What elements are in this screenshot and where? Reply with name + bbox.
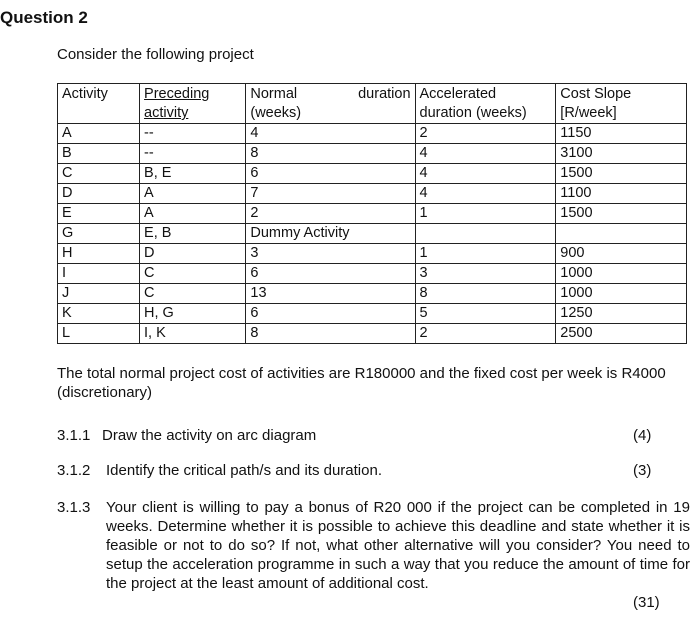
table-row	[58, 144, 687, 164]
cell-activity: L	[58, 324, 140, 344]
cost-paragraph: The total normal project cost of activities are R180000 and the fixed cost per week is R4000 (discretionary)	[57, 365, 666, 401]
cell-normal: 4	[246, 124, 415, 144]
table-row	[58, 264, 687, 284]
header-normal-duration	[246, 84, 415, 124]
table-row	[58, 164, 687, 184]
item-marks: (4)	[633, 427, 652, 444]
header-activity: Activity	[58, 84, 140, 124]
table-row-dummy	[58, 224, 687, 244]
cell-cost: 1100	[556, 184, 687, 204]
cell-preceding: C	[140, 264, 246, 284]
item-number: 3.1.2	[57, 462, 91, 479]
cell-preceding: E, B	[140, 224, 246, 244]
project-table	[57, 83, 687, 344]
cell-accelerated: 1	[415, 204, 556, 224]
item-text: Identify the critical path/s and its duration.	[106, 462, 382, 479]
table-row	[58, 204, 687, 224]
cell-normal: 2	[246, 204, 415, 224]
cell-cost: 1500	[556, 164, 687, 184]
cell-preceding: --	[140, 144, 246, 164]
cell-cost: 1000	[556, 284, 687, 304]
item-marks: (3)	[633, 462, 652, 479]
header-normal-line1	[250, 85, 410, 104]
table-row	[58, 124, 687, 144]
header-preceding-label: Preceding activity	[144, 86, 210, 121]
item-marks: (31)	[633, 594, 660, 611]
cell-accelerated: 3	[415, 264, 556, 284]
cell-preceding: B, E	[140, 164, 246, 184]
table-row	[58, 304, 687, 324]
cell-accelerated: 4	[415, 184, 556, 204]
cell-normal: 6	[246, 304, 415, 324]
cell-activity: I	[58, 264, 140, 284]
cell-preceding: H, G	[140, 304, 246, 324]
table-row	[58, 184, 687, 204]
cell-normal: 7	[246, 184, 415, 204]
cell-accelerated: 4	[415, 164, 556, 184]
cell-activity: J	[58, 284, 140, 304]
cell-normal: 13	[246, 284, 415, 304]
item-text: Draw the activity on arc diagram	[102, 427, 317, 444]
cell-activity: C	[58, 164, 140, 184]
header-normal-left: Normal	[250, 86, 298, 102]
header-cost-line2: [R/week]	[560, 105, 617, 121]
cell-accelerated	[415, 224, 556, 244]
cell-accelerated: 8	[415, 284, 556, 304]
cell-activity: A	[58, 124, 140, 144]
cell-accelerated: 4	[415, 144, 556, 164]
cell-normal: 8	[246, 324, 415, 344]
cell-preceding: C	[140, 284, 246, 304]
cell-normal: 3	[246, 244, 415, 264]
cell-activity: K	[58, 304, 140, 324]
cell-preceding: I, K	[140, 324, 246, 344]
cell-preceding: A	[140, 204, 246, 224]
cell-accelerated: 5	[415, 304, 556, 324]
cell-normal: 6	[246, 164, 415, 184]
cell-accelerated: 2	[415, 324, 556, 344]
intro-text: Consider the following project	[57, 46, 254, 63]
cell-preceding: A	[140, 184, 246, 204]
question-title: Question 2	[0, 8, 88, 27]
header-normal-line2: (weeks)	[250, 105, 302, 121]
item-text: Your client is willing to pay a bonus of R20 000 if the project can be completed in 19 weeks. Determine whether it is possible to achieve this deadline and state whether it is feasible or not to do so? If not, what other alternative will you consider? You need to setup the acceleration programme in such a way that you reduce the amount of time for the project at the least amount of additional cost.	[106, 499, 690, 592]
header-preceding	[140, 84, 246, 124]
cell-preceding: --	[140, 124, 246, 144]
header-accelerated-line1: Accelerated	[419, 86, 497, 102]
cell-cost	[556, 224, 687, 244]
cell-cost: 1250	[556, 304, 687, 324]
item-number: 3.1.3	[57, 499, 91, 516]
header-accelerated	[415, 84, 556, 124]
cell-activity: G	[58, 224, 140, 244]
cell-cost: 1500	[556, 204, 687, 224]
cell-cost: 2500	[556, 324, 687, 344]
cell-accelerated: 2	[415, 124, 556, 144]
cell-normal: Dummy Activity	[246, 224, 415, 244]
cell-activity: D	[58, 184, 140, 204]
cell-activity: B	[58, 144, 140, 164]
cell-activity: H	[58, 244, 140, 264]
header-cost-line1: Cost Slope	[560, 86, 632, 102]
table-header-row	[58, 84, 687, 124]
item-number: 3.1.1	[57, 427, 91, 444]
header-normal-right: duration	[358, 86, 411, 102]
header-accelerated-line2: duration (weeks)	[419, 105, 527, 121]
cell-activity: E	[58, 204, 140, 224]
cell-cost: 1000	[556, 264, 687, 284]
cell-accelerated: 1	[415, 244, 556, 264]
header-cost-slope	[556, 84, 687, 124]
cell-cost: 1150	[556, 124, 687, 144]
cell-normal: 8	[246, 144, 415, 164]
cell-cost: 3100	[556, 144, 687, 164]
table-row	[58, 244, 687, 264]
table-row	[58, 284, 687, 304]
cell-cost: 900	[556, 244, 687, 264]
cell-normal: 6	[246, 264, 415, 284]
table-row	[58, 324, 687, 344]
cell-preceding: D	[140, 244, 246, 264]
